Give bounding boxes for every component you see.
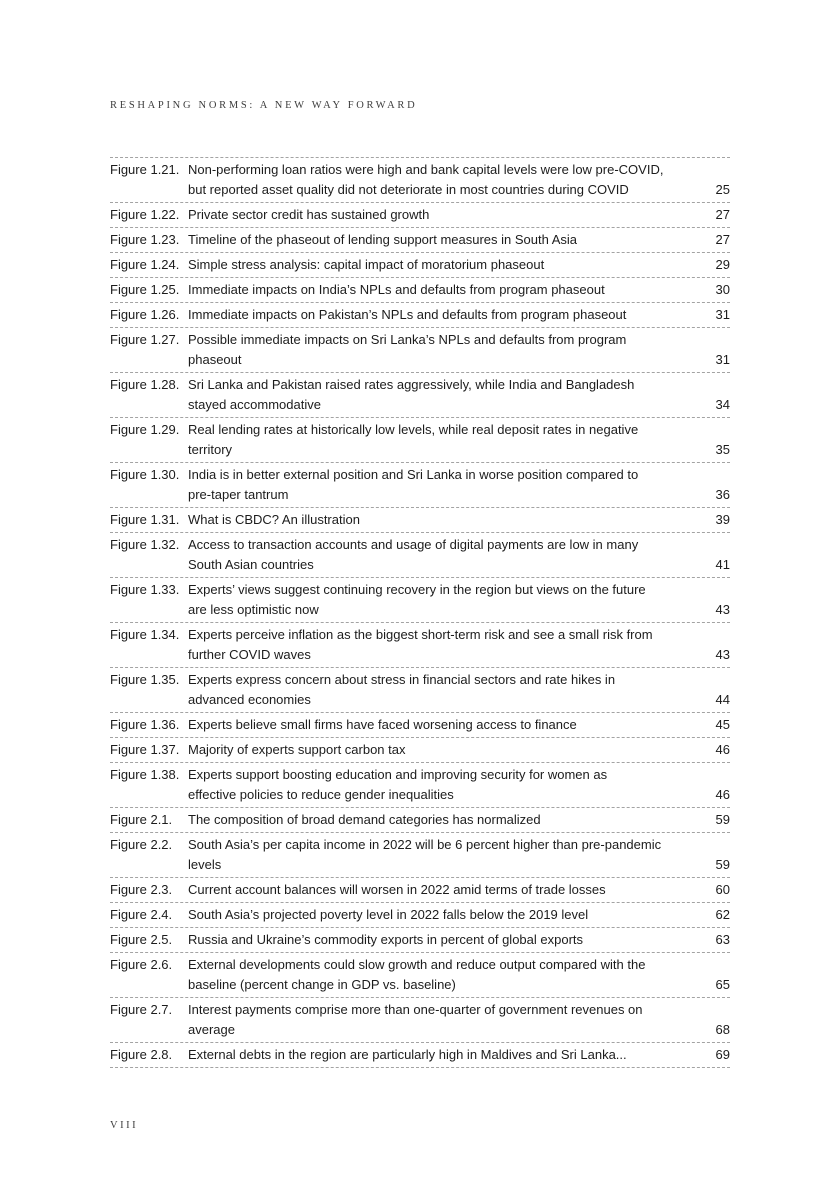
figure-title <box>188 465 688 505</box>
running-header-title: RESHAPING NORMS: A NEW WAY FORWARD <box>110 100 418 111</box>
figure-label: Figure 1.32. <box>110 537 180 552</box>
figure-list-row <box>110 372 730 417</box>
figure-title-line: Sri Lanka and Pakistan raised rates aggressively, while India and Bangladesh <box>188 377 635 392</box>
figure-list-row <box>110 227 730 252</box>
figure-title-line: are less optimistic now <box>188 602 319 617</box>
figure-label: Figure 2.4. <box>110 907 173 922</box>
figure-list-row <box>110 202 730 227</box>
figure-title-line: External debts in the region are particularly high in Maldives and Sri Lanka... <box>188 1047 627 1062</box>
figure-page-number: 69 <box>715 1047 730 1062</box>
figure-label: Figure 1.33. <box>110 582 180 597</box>
figure-label: Figure 1.37. <box>110 742 180 757</box>
figure-page-number: 46 <box>715 742 730 757</box>
figure-title <box>188 510 688 530</box>
footer-page-number: VIII <box>110 1120 139 1131</box>
figure-title-line: The composition of broad demand categories has normalized <box>188 812 541 827</box>
list-of-figures <box>110 157 730 1068</box>
figure-title-line: levels <box>188 857 222 872</box>
figure-title <box>188 765 688 805</box>
figure-title-line: Non-performing loan ratios were high and bank capital levels were low pre-COVID, <box>188 162 664 177</box>
figure-label: Figure 1.24. <box>110 257 180 272</box>
figure-list-row <box>110 737 730 762</box>
figure-label: Figure 1.23. <box>110 232 180 247</box>
figure-page-number: 27 <box>715 207 730 222</box>
figure-label: Figure 1.21. <box>110 162 180 177</box>
figure-title-line: Immediate impacts on Pakistan’s NPLs and defaults from program phaseout <box>188 307 627 322</box>
figure-page-number: 43 <box>715 602 730 617</box>
figure-label: Figure 1.27. <box>110 332 180 347</box>
figure-title-line: South Asia’s projected poverty level in 2022 falls below the 2019 level <box>188 907 589 922</box>
figure-title <box>188 1000 688 1040</box>
figure-page-number: 43 <box>715 647 730 662</box>
figure-title-line: India is in better external position and Sri Lanka in worse position compared to <box>188 467 639 482</box>
figure-title-line: Possible immediate impacts on Sri Lanka’s NPLs and defaults from program <box>188 332 627 347</box>
figure-list-row <box>110 952 730 997</box>
figure-title-line: Experts perceive inflation as the biggest short-term risk and see a small risk from <box>188 627 653 642</box>
figure-title-line: average <box>188 1022 235 1037</box>
figure-title-line: but reported asset quality did not deteriorate in most countries during COVID <box>188 182 629 197</box>
figure-list-row <box>110 302 730 327</box>
figure-title-line: Interest payments comprise more than one-quarter of government revenues on <box>188 1002 643 1017</box>
figure-page-number: 34 <box>715 397 730 412</box>
figure-list-row <box>110 577 730 622</box>
figure-list-row <box>110 252 730 277</box>
figure-title-line: baseline (percent change in GDP vs. baseline) <box>188 977 456 992</box>
figure-title-line: Private sector credit has sustained growth <box>188 207 430 222</box>
figure-page-number: 31 <box>715 307 730 322</box>
figure-page-number: 65 <box>715 977 730 992</box>
figure-title <box>188 160 688 200</box>
figure-page-number: 27 <box>715 232 730 247</box>
figure-label: Figure 1.30. <box>110 467 180 482</box>
figure-label: Figure 1.26. <box>110 307 180 322</box>
figure-label: Figure 2.6. <box>110 957 173 972</box>
figure-page-number: 35 <box>715 442 730 457</box>
figure-title <box>188 670 688 710</box>
figure-page-number: 29 <box>715 257 730 272</box>
figure-list-row <box>110 277 730 302</box>
figure-page-number: 31 <box>715 352 730 367</box>
figure-list-row <box>110 877 730 902</box>
figure-list-row <box>110 902 730 927</box>
figure-title-line: Current account balances will worsen in 2022 amid terms of trade losses <box>188 882 606 897</box>
figure-title-line: Russia and Ukraine’s commodity exports in percent of global exports <box>188 932 584 947</box>
figure-title-line: Timeline of the phaseout of lending support measures in South Asia <box>188 232 578 247</box>
figure-title-line: External developments could slow growth and reduce output compared with the <box>188 957 646 972</box>
figure-page-number: 30 <box>715 282 730 297</box>
figure-list-row <box>110 327 730 372</box>
figure-list-row <box>110 927 730 952</box>
figure-title <box>188 330 688 370</box>
figure-page-number: 63 <box>715 932 730 947</box>
figure-title-line: stayed accommodative <box>188 397 321 412</box>
figure-title-line: South Asia’s per capita income in 2022 will be 6 percent higher than pre-pandemic <box>188 837 662 852</box>
figure-title <box>188 810 688 830</box>
figure-title-line: pre-taper tantrum <box>188 487 289 502</box>
figure-label: Figure 1.34. <box>110 627 180 642</box>
figure-title-line: South Asian countries <box>188 557 314 572</box>
figure-title-line: Experts’ views suggest continuing recovery in the region but views on the future <box>188 582 646 597</box>
figure-label: Figure 2.3. <box>110 882 173 897</box>
figure-page-number: 39 <box>715 512 730 527</box>
figure-list-row <box>110 832 730 877</box>
figure-title <box>188 375 688 415</box>
figure-title <box>188 280 688 300</box>
figure-page-number: 68 <box>715 1022 730 1037</box>
figure-label: Figure 2.7. <box>110 1002 173 1017</box>
figure-label: Figure 2.1. <box>110 812 173 827</box>
figure-label: Figure 2.5. <box>110 932 173 947</box>
figure-page-number: 59 <box>715 812 730 827</box>
figure-title <box>188 535 688 575</box>
figure-label: Figure 1.31. <box>110 512 180 527</box>
figure-title-line: What is CBDC? An illustration <box>188 512 360 527</box>
figure-title <box>188 835 688 875</box>
figure-label: Figure 1.29. <box>110 422 180 437</box>
figure-title-line: territory <box>188 442 233 457</box>
figure-page-number: 36 <box>715 487 730 502</box>
figure-list-row <box>110 807 730 832</box>
figure-title-line: Experts believe small firms have faced worsening access to finance <box>188 717 577 732</box>
figure-page-number: 62 <box>715 907 730 922</box>
figure-title <box>188 420 688 460</box>
figure-page-number: 45 <box>715 717 730 732</box>
figure-title <box>188 930 688 950</box>
figure-title-line: advanced economies <box>188 692 311 707</box>
figure-title <box>188 1045 688 1065</box>
figure-title <box>188 715 688 735</box>
figure-title-line: Simple stress analysis: capital impact of moratorium phaseout <box>188 257 545 272</box>
figure-list-row <box>110 417 730 462</box>
figure-title-line: further COVID waves <box>188 647 311 662</box>
figure-title <box>188 955 688 995</box>
figure-title <box>188 740 688 760</box>
figure-label: Figure 2.2. <box>110 837 173 852</box>
figure-title <box>188 205 688 225</box>
figure-label: Figure 1.36. <box>110 717 180 732</box>
figure-title-line: Immediate impacts on India’s NPLs and defaults from program phaseout <box>188 282 605 297</box>
figure-list-row <box>110 622 730 667</box>
figure-title-line: phaseout <box>188 352 242 367</box>
figure-title-line: effective policies to reduce gender inequalities <box>188 787 454 802</box>
figure-page-number: 60 <box>715 882 730 897</box>
figure-list-row <box>110 667 730 712</box>
figure-page-number: 41 <box>715 557 730 572</box>
figure-label: Figure 1.35. <box>110 672 180 687</box>
figure-title <box>188 230 688 250</box>
figure-page-number: 59 <box>715 857 730 872</box>
figure-list-row <box>110 997 730 1042</box>
figure-list-row <box>110 157 730 202</box>
figure-title <box>188 625 688 665</box>
figure-title <box>188 580 688 620</box>
figure-label: Figure 1.38. <box>110 767 180 782</box>
figure-list-row <box>110 532 730 577</box>
figure-title-line: Experts support boosting education and improving security for women as <box>188 767 608 782</box>
figure-label: Figure 1.28. <box>110 377 180 392</box>
figure-list-row <box>110 712 730 737</box>
figure-title <box>188 255 688 275</box>
figure-title <box>188 305 688 325</box>
figure-page-number: 46 <box>715 787 730 802</box>
figure-label: Figure 1.22. <box>110 207 180 222</box>
figure-title <box>188 905 688 925</box>
figure-list-row <box>110 462 730 507</box>
figure-page-number: 44 <box>715 692 730 707</box>
figure-title-line: Experts express concern about stress in financial sectors and rate hikes in <box>188 672 616 687</box>
figure-title-line: Real lending rates at historically low levels, while real deposit rates in negative <box>188 422 639 437</box>
figure-title <box>188 880 688 900</box>
figure-title-line: Majority of experts support carbon tax <box>188 742 406 757</box>
figure-list-row <box>110 762 730 807</box>
figure-page-number: 25 <box>715 182 730 197</box>
figure-label: Figure 1.25. <box>110 282 180 297</box>
figure-list-row <box>110 507 730 532</box>
figure-label: Figure 2.8. <box>110 1047 173 1062</box>
figure-title-line: Access to transaction accounts and usage of digital payments are low in many <box>188 537 639 552</box>
figure-list-row <box>110 1042 730 1068</box>
